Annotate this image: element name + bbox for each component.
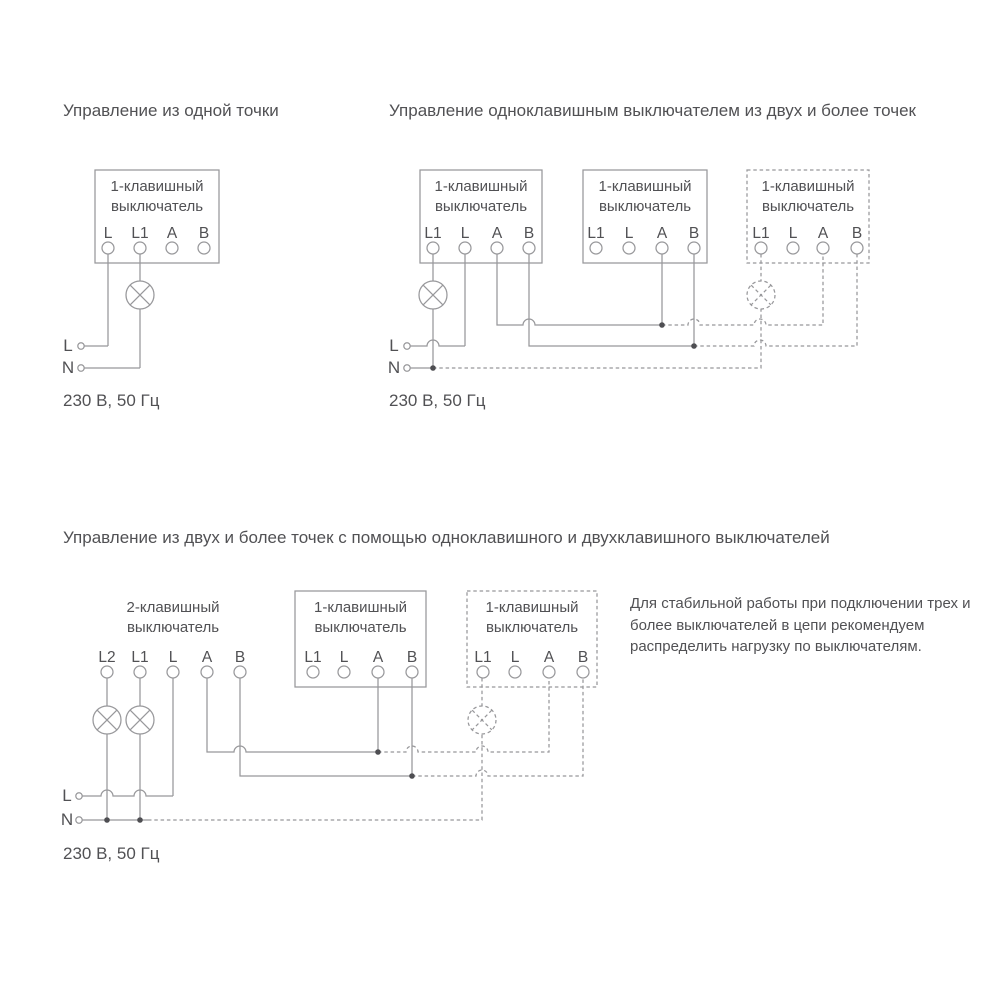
terminal-label: A xyxy=(372,649,384,666)
supply-neutral-label: N xyxy=(61,358,75,377)
supply-terminals xyxy=(78,343,84,371)
switch-label: 1-клавишный выключатель xyxy=(110,178,204,215)
terminal-label: L xyxy=(788,225,798,242)
supply-line-label: L xyxy=(63,336,73,355)
wires-solid xyxy=(410,254,694,368)
wires-dashed xyxy=(148,678,583,820)
terminal-label: A xyxy=(201,649,213,666)
terminal-label: A xyxy=(491,225,503,242)
note-line: более выключателей в цепи рекомендуем xyxy=(630,616,925,634)
voltage-label: 230 В, 50 Гц xyxy=(389,391,486,410)
wires-solid xyxy=(82,678,412,820)
diagram2-title: Управление одноклавишным выключателем из двух и более точек xyxy=(389,101,916,120)
terminal-label: B xyxy=(523,225,535,242)
note-line: Для стабильной работы при подключении трех и xyxy=(630,595,971,612)
terminal-label: B xyxy=(406,649,418,666)
switch-label: 1-клавишный выключатель xyxy=(434,178,528,215)
terminal-label: L1 xyxy=(131,225,149,242)
junction-dots xyxy=(104,749,415,823)
terminal-label: B xyxy=(577,649,589,666)
supply-line-label: L xyxy=(62,786,72,805)
terminal-label: L xyxy=(103,225,113,242)
terminal-label: L2 xyxy=(98,649,116,666)
lamp-icon xyxy=(126,706,154,734)
switch-label: 1-клавишный выключатель xyxy=(485,599,579,636)
supply-line-label: L xyxy=(389,336,399,355)
diagram1-title: Управление из одной точки xyxy=(63,101,279,120)
lamp-icon xyxy=(126,281,154,309)
switch-label: 1-клавишный выключатель xyxy=(314,599,407,636)
terminal-circles xyxy=(101,666,589,678)
terminal-label: B xyxy=(851,225,863,242)
terminal-label: L1 xyxy=(131,649,149,666)
terminal-label: L1 xyxy=(587,225,605,242)
terminal-label: L xyxy=(460,225,470,242)
terminal-label: B xyxy=(198,225,210,242)
terminal-label: A xyxy=(656,225,668,242)
diagram3-title: Управление из двух и более точек с помощью одноклавишного и двухклавишного выключателей xyxy=(63,528,830,547)
lamp-icon xyxy=(93,706,121,734)
supply-neutral-label: N xyxy=(387,358,401,377)
terminal-label: A xyxy=(543,649,555,666)
terminal-label: L xyxy=(510,649,520,666)
supply-terminals xyxy=(76,793,82,823)
terminal-label: L1 xyxy=(424,225,442,242)
switch-label: 1-клавишный выключатель xyxy=(598,178,692,215)
terminal-label: A xyxy=(817,225,829,242)
supply-neutral-label: N xyxy=(60,810,74,829)
lamp-icon-dashed xyxy=(747,281,775,309)
wires-solid xyxy=(84,254,140,368)
switch-label: 2-клавишный выключатель xyxy=(126,599,220,636)
note-line: распределить нагрузку по выключателям. xyxy=(630,638,922,655)
stability-note xyxy=(630,593,971,658)
voltage-label: 230 В, 50 Гц xyxy=(63,391,160,410)
terminal-circles xyxy=(427,242,863,254)
terminal-label: L1 xyxy=(474,649,492,666)
terminal-label: B xyxy=(688,225,700,242)
terminal-label: L1 xyxy=(752,225,770,242)
supply-terminals xyxy=(404,343,410,371)
terminal-label: L xyxy=(339,649,349,666)
lamp-icon xyxy=(419,281,447,309)
terminal-circles xyxy=(102,242,210,254)
terminal-label: L xyxy=(624,225,634,242)
terminal-label: A xyxy=(166,225,178,242)
terminal-label: B xyxy=(234,649,246,666)
terminal-label: L xyxy=(168,649,178,666)
lamp-icon-dashed xyxy=(468,706,496,734)
terminal-label: L1 xyxy=(304,649,322,666)
switch-label: 1-клавишный выключатель xyxy=(761,178,855,215)
voltage-label: 230 В, 50 Гц xyxy=(63,844,160,863)
